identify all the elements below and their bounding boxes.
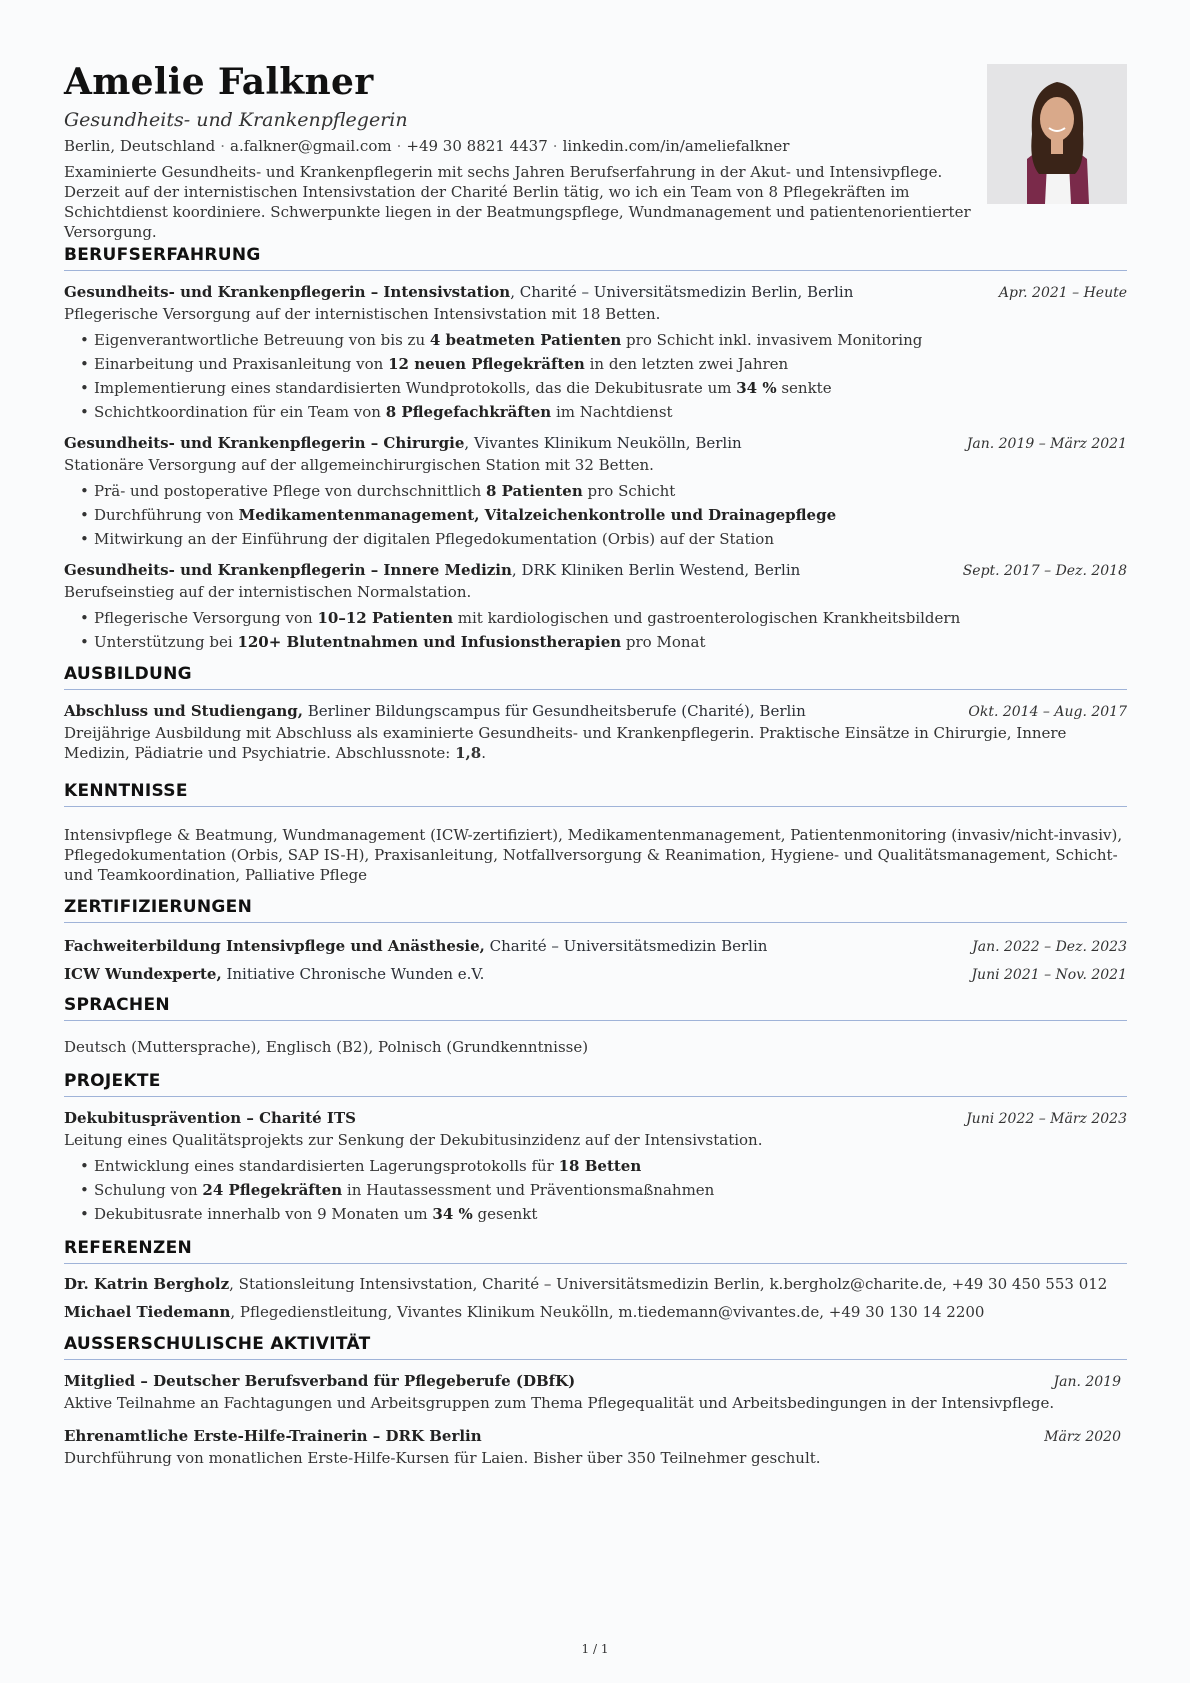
activity-entry [64,1370,1127,1413]
candidate-role: Gesundheits- und Krankenpflegerin [64,109,408,131]
entry-description: Durchführung von monatlichen Erste-Hilfe-Kursen für Laien. Bisher über 350 Teilnehmer geschult. [64,1449,821,1467]
contact-separator: · [552,137,558,155]
entry-date: Jan. 2019 – März 2021 [966,436,1127,452]
reference-entry [64,1270,1127,1298]
certification-org: Initiative Chronische Wunden e.V. [221,965,485,983]
final-grade: 1,8 [455,744,482,762]
languages-section [64,995,1127,1057]
bullet-list [64,479,1127,551]
education-section [64,664,1127,763]
entry-header [64,700,1127,723]
job-position: Gesundheits- und Krankenpflegerin – Intensivstation [64,283,511,301]
page-number: 1 / 1 [581,1642,609,1656]
resume-page [64,60,1127,1480]
bullet-highlight: 18 Betten [558,1157,642,1175]
reference-list [64,1270,1127,1326]
bullet-item: • Schichtkoordination für ein Team von 8 Pflegefachkräften im Nachtdienst [94,400,1127,424]
project-name: Dekubitusprävention – Charité ITS [64,1109,356,1127]
bullet-highlight: 4 beatmeten Patienten [429,331,622,349]
entry-header [64,432,1127,455]
contact-separator: · [396,137,402,155]
bullet-highlight: 8 Patienten [486,482,583,500]
bullet-item: • Schulung von 24 Pflegekräften in Hautassessment und Präventionsmaßnahmen [94,1178,1127,1202]
location: Berlin, Deutschland [64,137,216,155]
employer: , Charité – Universitätsmedizin Berlin, Berlin [510,283,854,301]
references-section [64,1238,1127,1326]
email-link[interactable]: a.falkner@gmail.com [230,137,392,155]
school-name: Berliner Bildungscampus für Gesundheitsberufe (Charité), Berlin [302,702,806,720]
activity-name: Ehrenamtliche Erste-Hilfe-Trainerin – DRK Berlin [64,1427,482,1445]
skills-text: Intensivpflege & Beatmung, Wundmanagement (ICW-zertifiziert), Medikamentenmanagement, Patientenmonitoring (invasiv/nicht-invasiv), Pflegedokumentation (Orbis, SAP IS-H), Praxisanleitung, Notfallversorgung & Reanimation, Hygiene- und Qualitätsmanagement, Schicht- und Teamkoordination, Palliative Pflege [64,826,1123,884]
section-title: AUSSERSCHULISCHE AKTIVITÄT [64,1334,1127,1360]
entry-header [64,281,1127,304]
activity-entry [64,1425,1127,1468]
entry-date: März 2020 [1044,1429,1121,1445]
contact-line [64,136,1127,156]
job-entry [64,432,1127,551]
entry-date: Juni 2022 – März 2023 [966,1111,1127,1127]
section-title: AUSBILDUNG [64,664,1127,690]
reference-details: , Stationsleitung Intensivstation, Charité – Universitätsmedizin Berlin, k.bergholz@charite.de, +49 30 450 553 012 [229,1275,1108,1293]
resume-header [64,60,1127,241]
entry-description: Aktive Teilnahme an Fachtagungen und Arbeitsgruppen zum Thema Pflegequalität und Arbeitsbedingungen in der Intensivpflege. [64,1394,1055,1412]
bullet-item: • Entwicklung eines standardisierten Lagerungsprotokolls für 18 Betten [94,1154,1127,1178]
job-entry [64,281,1127,424]
entry-date: Jan. 2022 – Dez. 2023 [972,939,1127,955]
certification-org: Charité – Universitätsmedizin Berlin [484,937,768,955]
certifications-section [64,897,1127,989]
certification-entry [64,961,1127,989]
bullet-highlight: 8 Pflegefachkräften [385,403,552,421]
job-entry [64,559,1127,654]
bullet-item: • Unterstützung bei 120+ Blutentnahmen und Infusionstherapien pro Monat [94,630,1127,654]
entry-header [64,1370,1127,1393]
profile-photo [987,64,1127,204]
reference-entry [64,1298,1127,1326]
contact-separator: · [220,137,225,155]
bullet-highlight: 12 neuen Pflegekräften [388,355,585,373]
section-title: REFERENZEN [64,1238,1127,1264]
bullet-highlight: 24 Pflegekräften [202,1181,343,1199]
section-title: PROJEKTE [64,1071,1127,1097]
reference-name: Dr. Katrin Bergholz [64,1275,230,1293]
certification-entry [64,933,1127,961]
portrait-image [987,64,1127,204]
bullet-item: • Durchführung von Medikamentenmanagement, Vitalzeichenkontrolle und Drainagepflege [94,503,1127,527]
employer: , Vivantes Klinikum Neukölln, Berlin [464,434,742,452]
profile-summary: Examinierte Gesundheits- und Krankenpflegerin mit sechs Jahren Berufserfahrung in der Akut- und Intensivpflege. Derzeit auf der internistischen Intensivstation der Charité Berlin tätig, wo ich ein Team von 8 Pflegekräften im Schichtdienst koordiniere. Schwerpunkte liegen in der Beatmungspflege, Wundmanagement und patientenorientierter Versorgung. [64,163,971,241]
section-title: BERUFSERFAHRUNG [64,245,1127,271]
job-position: Gesundheits- und Krankenpflegerin – Innere Medizin [64,561,512,579]
entry-date: Sept. 2017 – Dez. 2018 [962,563,1127,579]
entry-date: Jan. 2019 [1053,1374,1121,1390]
entry-date: Okt. 2014 – Aug. 2017 [968,704,1127,720]
certification-name: ICW Wundexperte, [64,965,222,983]
bullet-list [64,606,1127,654]
bullet-item: • Mitwirkung an der Einführung der digitalen Pflegedokumentation (Orbis) auf der Station [94,527,1127,551]
certification-list [64,933,1127,989]
bullet-highlight: 34 % [432,1205,473,1223]
entry-date: Juni 2021 – Nov. 2021 [971,967,1127,983]
activity-list [64,1370,1127,1468]
bullet-item: • Eigenverantwortliche Betreuung von bis zu 4 beatmeten Patienten pro Schicht inkl. invasivem Monitoring [94,328,1127,352]
entry-header [64,1425,1127,1448]
education-entry [64,700,1127,763]
experience-section [64,245,1127,654]
entry-date: Apr. 2021 – Heute [998,285,1127,301]
activities-section [64,1334,1127,1468]
entry-description: Berufseinstieg auf der internistischen Normalstation. [64,583,472,601]
reference-details: , Pflegedienstleitung, Vivantes Klinikum Neukölln, m.tiedemann@vivantes.de, +49 30 130 14 2200 [230,1303,985,1321]
entry-description: Pflegerische Versorgung auf der internistischen Intensivstation mit 18 Betten. [64,305,661,323]
bullet-highlight: 120+ Blutentnahmen und Infusionstherapien [237,633,622,651]
degree-name: Abschluss und Studiengang, [64,702,303,720]
bullet-highlight: Medikamentenmanagement, Vitalzeichenkontrolle und Drainagepflege [238,506,837,524]
section-title: ZERTIFIZIERUNGEN [64,897,1127,923]
job-list [64,281,1127,654]
bullet-highlight: 10–12 Patienten [317,609,453,627]
project-entry [64,1107,1127,1226]
projects-section [64,1071,1127,1226]
skills-section [64,781,1127,885]
bullet-highlight: 34 % [736,379,777,397]
phone-number: +49 30 8821 4437 [406,137,548,155]
section-title: KENNTNISSE [64,781,1127,807]
bullet-list [64,1154,1127,1226]
certification-name: Fachweiterbildung Intensivpflege und Anästhesie, [64,937,485,955]
bullet-item: • Dekubitusrate innerhalb von 9 Monaten um 34 % gesenkt [94,1202,1127,1226]
linkedin-link[interactable]: linkedin.com/in/ameliefalkner [562,137,790,155]
bullet-item: • Implementierung eines standardisierten Wundprotokolls, das die Dekubitusrate um 34 % senkte [94,376,1127,400]
entry-description: Stationäre Versorgung auf der allgemeinchirurgischen Station mit 32 Betten. [64,456,654,474]
entry-description: Dreijährige Ausbildung mit Abschluss als examinierte Gesundheits- und Krankenpflegerin. Praktische Einsätze in Chirurgie, Innere Medizin, Pädiatrie und Psychiatrie. Abschlussnote: 1,8. [64,724,1067,762]
bullet-list [64,328,1127,424]
reference-name: Michael Tiedemann [64,1303,231,1321]
candidate-name: Amelie Falkner [64,61,374,103]
section-title: SPRACHEN [64,995,1127,1021]
activity-name: Mitglied – Deutscher Berufsverband für Pflegeberufe (DBfK) [64,1372,576,1390]
bullet-item: • Einarbeitung und Praxisanleitung von 12 neuen Pflegekräften in den letzten zwei Jahren [94,352,1127,376]
entry-description: Leitung eines Qualitätsprojekts zur Senkung der Dekubitusinzidenz auf der Intensivstation. [64,1131,763,1149]
employer: , DRK Kliniken Berlin Westend, Berlin [511,561,801,579]
entry-header [64,559,1127,582]
languages-text: Deutsch (Muttersprache), Englisch (B2), Polnisch (Grundkenntnisse) [64,1038,589,1056]
job-position: Gesundheits- und Krankenpflegerin – Chirurgie [64,434,465,452]
bullet-item: • Prä- und postoperative Pflege von durchschnittlich 8 Patienten pro Schicht [94,479,1127,503]
bullet-item: • Pflegerische Versorgung von 10–12 Patienten mit kardiologischen und gastroenterologischen Krankheitsbildern [94,606,1127,630]
